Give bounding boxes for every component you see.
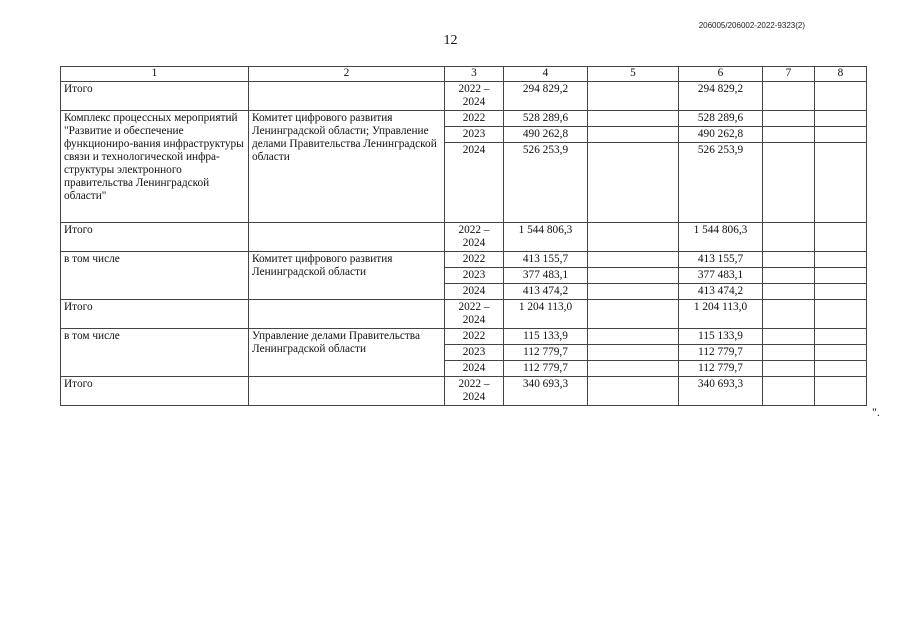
year: 2022 [445,111,504,127]
program-name: Комплекс процессных мероприятий "Развитие и обеспечение функциониро-вания инфраструктуры связи и технологической инфра-структуры электронного правительства Ленинградской области" [61,111,249,223]
year-range: 2022 – 2024 [445,377,504,406]
year: 2022 [445,329,504,345]
year: 2024 [445,143,504,223]
value-col6: 413 474,2 [679,284,763,300]
year: 2024 [445,361,504,377]
executor: Комитет цифрового развития Ленинградской области; Управление делами Правительства Ленинградской области [249,111,445,223]
year: 2024 [445,284,504,300]
col-header: 3 [445,67,504,82]
table-row [61,82,867,111]
value-col4: 115 133,9 [504,329,588,345]
value-col6: 526 253,9 [679,143,763,223]
row-label: Итого [61,300,249,329]
value-col4: 1 544 806,3 [504,223,588,252]
budget-table [60,66,867,406]
row-label: Итого [61,377,249,406]
table-row [61,300,867,329]
year: 2023 [445,268,504,284]
year: 2023 [445,345,504,361]
col-header: 8 [815,67,867,82]
table-row [61,111,867,127]
value-col6: 377 483,1 [679,268,763,284]
value-col4: 413 474,2 [504,284,588,300]
col-header: 2 [249,67,445,82]
value-col4: 413 155,7 [504,252,588,268]
closing-quote: ". [872,405,880,419]
document-id: 206005/206002-2022-9323(2) [698,21,805,30]
value-col4: 526 253,9 [504,143,588,223]
value-col6: 294 829,2 [679,82,763,111]
executor: Управление делами Правительства Ленинградской области [249,329,445,377]
value-col6: 340 693,3 [679,377,763,406]
year-range: 2022 – 2024 [445,223,504,252]
value-col6: 1 544 806,3 [679,223,763,252]
col-header: 1 [61,67,249,82]
year: 2023 [445,127,504,143]
value-col6: 413 155,7 [679,252,763,268]
value-col4: 490 262,8 [504,127,588,143]
value-col4: 1 204 113,0 [504,300,588,329]
value-col4: 112 779,7 [504,345,588,361]
col-header: 5 [588,67,679,82]
value-col6: 115 133,9 [679,329,763,345]
value-col4: 112 779,7 [504,361,588,377]
row-label: в том числе [61,252,249,300]
row-label: Итого [61,223,249,252]
executor: Комитет цифрового развития Ленинградской области [249,252,445,300]
value-col4: 528 289,6 [504,111,588,127]
table-row [61,252,867,268]
page-number: 12 [443,33,458,48]
row-label: Итого [61,82,249,111]
header-row [61,67,867,82]
col-header: 4 [504,67,588,82]
table-row [61,223,867,252]
table-row [61,377,867,406]
value-col6: 112 779,7 [679,345,763,361]
value-col6: 112 779,7 [679,361,763,377]
col-header: 7 [763,67,815,82]
value-col6: 1 204 113,0 [679,300,763,329]
table-row [61,329,867,345]
col-header: 6 [679,67,763,82]
value-col6: 490 262,8 [679,127,763,143]
row-label: в том числе [61,329,249,377]
value-col4: 294 829,2 [504,82,588,111]
value-col4: 340 693,3 [504,377,588,406]
year-range: 2022 – 2024 [445,82,504,111]
value-col4: 377 483,1 [504,268,588,284]
value-col6: 528 289,6 [679,111,763,127]
year: 2022 [445,252,504,268]
year-range: 2022 – 2024 [445,300,504,329]
